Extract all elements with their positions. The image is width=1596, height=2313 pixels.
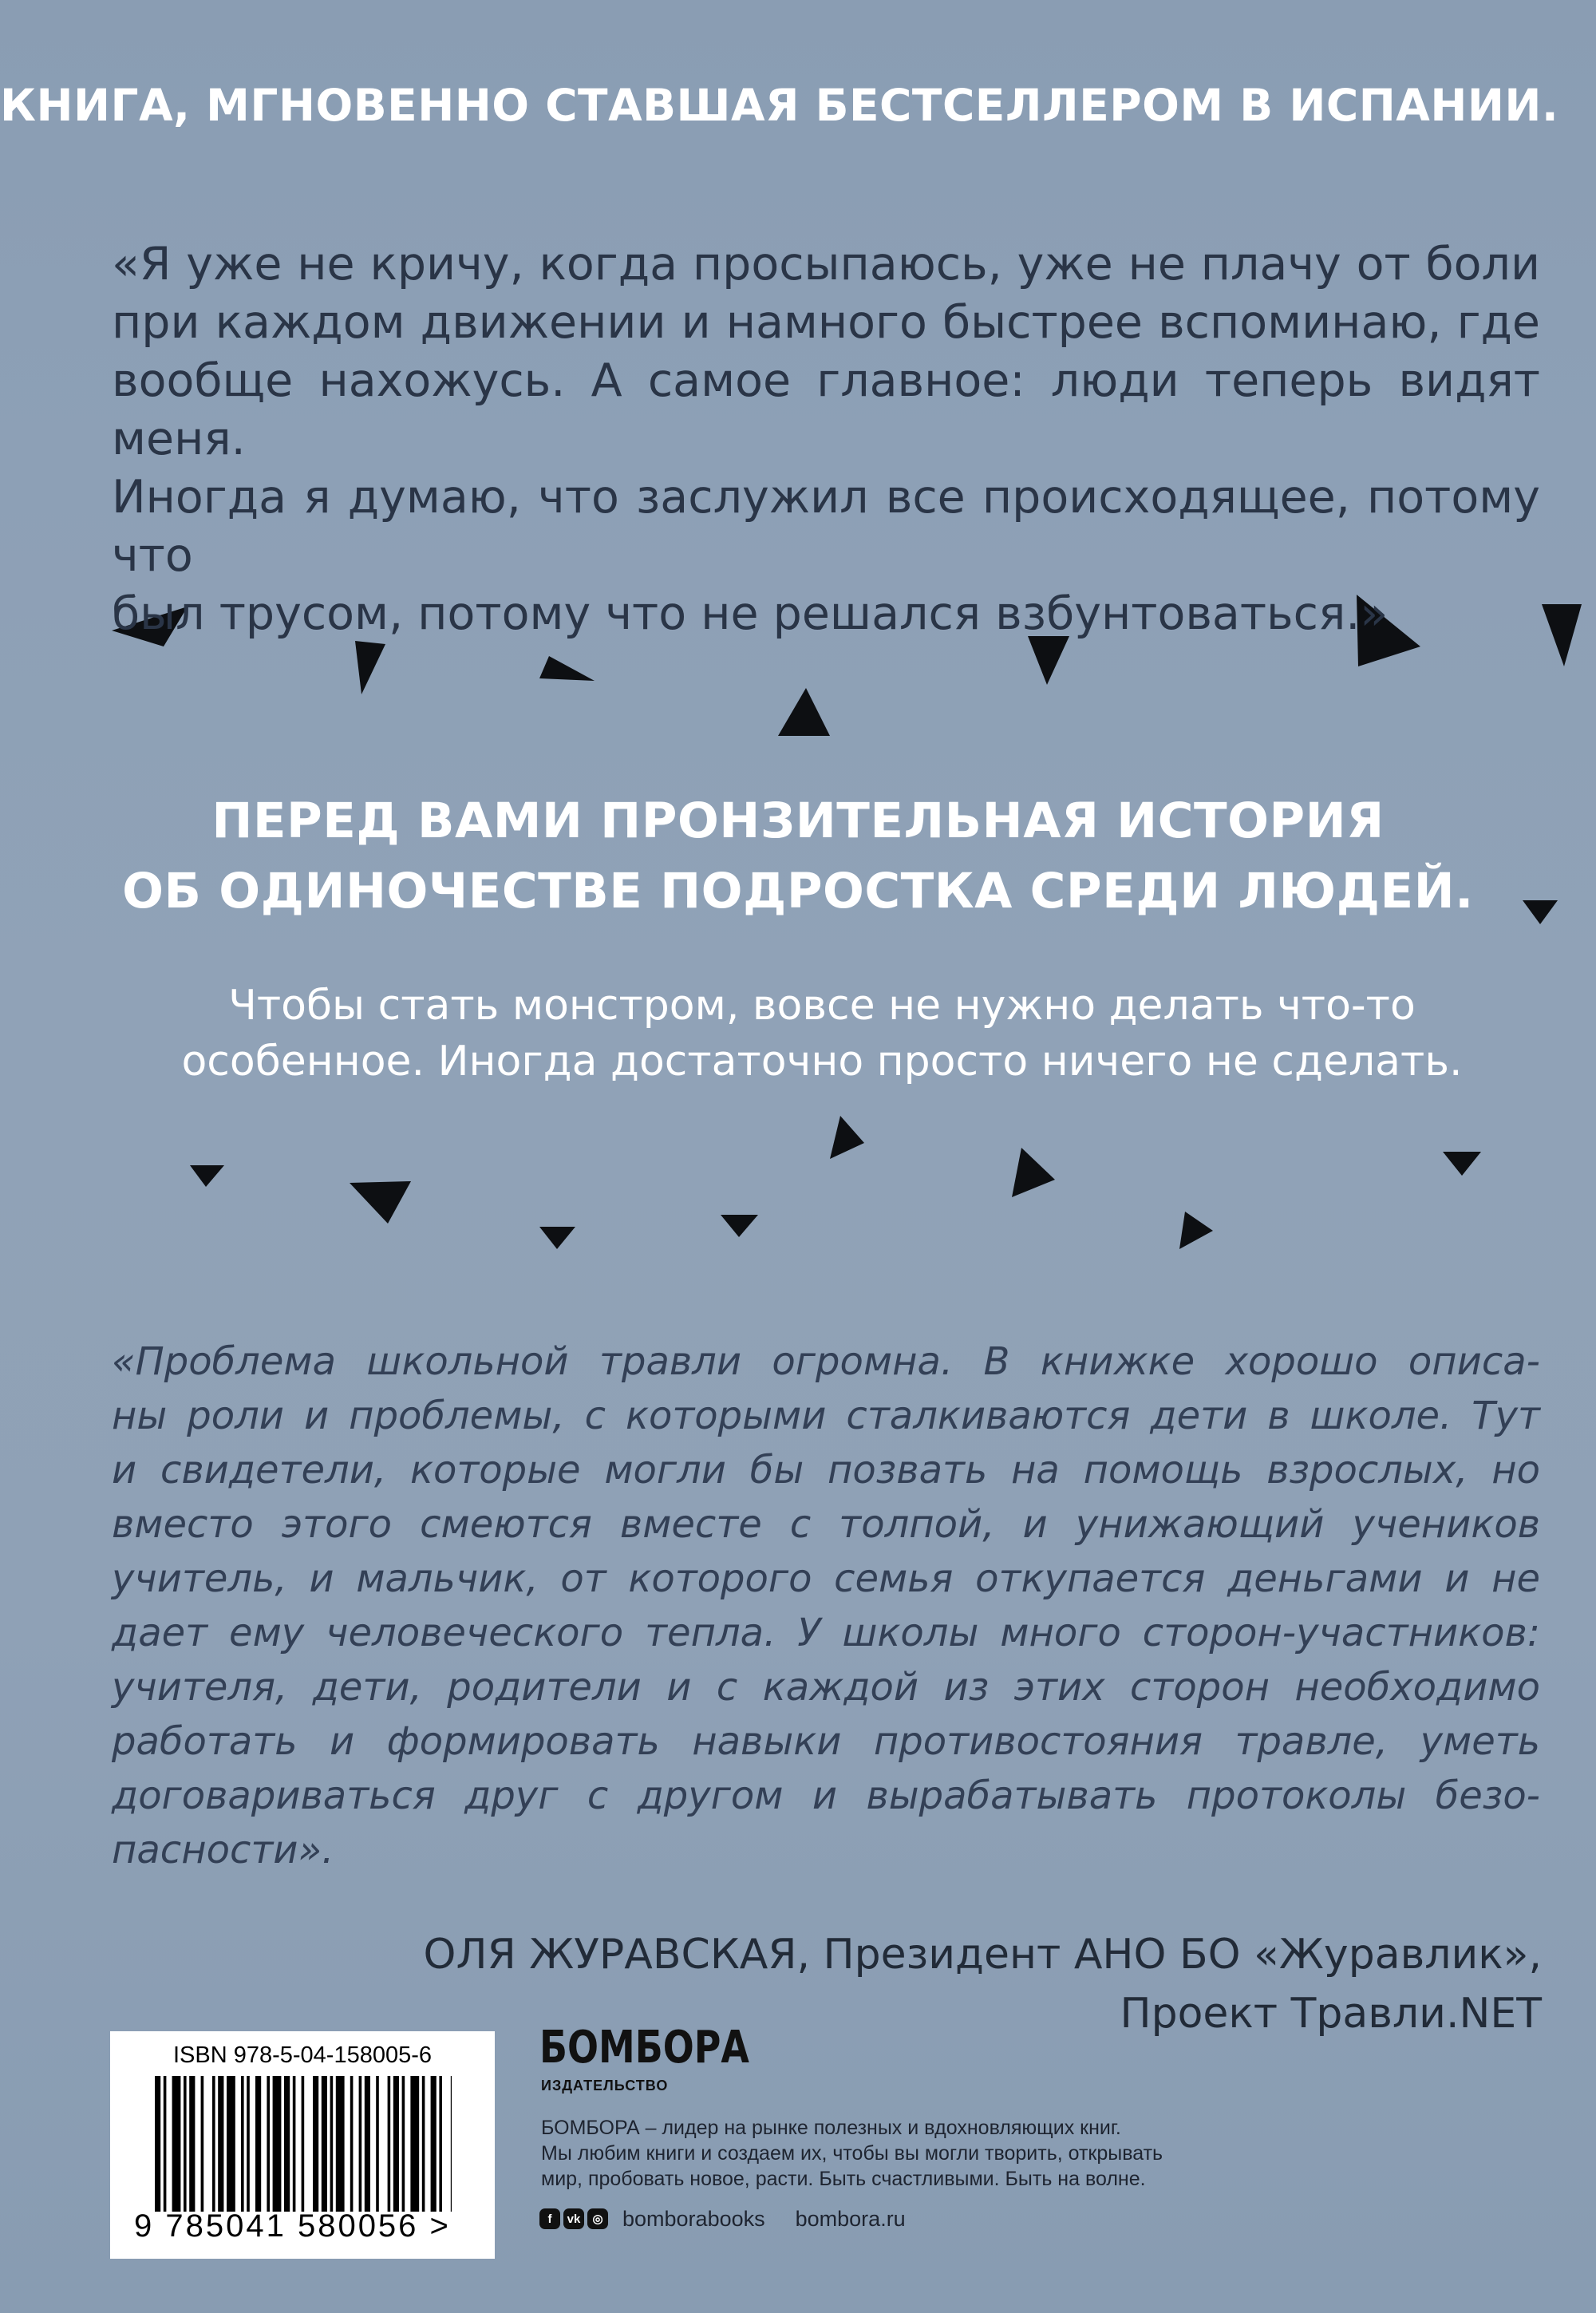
publisher-website[interactable]: bombora.ru xyxy=(795,2206,906,2231)
barcode-bar xyxy=(388,2076,391,2212)
barcode-bar xyxy=(359,2076,362,2212)
barcode-bar xyxy=(376,2076,379,2212)
barcode-bar xyxy=(451,2076,452,2212)
bird-shape xyxy=(830,1116,864,1159)
barcode-bar xyxy=(241,2076,244,2212)
excerpt-quote xyxy=(112,235,1540,643)
barcode-bar xyxy=(255,2076,261,2212)
isbn-label: ISBN 978-5-04-158005-6 xyxy=(172,2042,433,2068)
barcode-bar xyxy=(422,2076,425,2212)
bird-shape xyxy=(1028,636,1069,685)
barcode-bars xyxy=(155,2076,452,2212)
publisher-description-line: Мы любим книги и создаем их, чтобы вы могли творить, открывать xyxy=(541,2142,1163,2165)
barcode-bar xyxy=(402,2076,405,2212)
review-line: учителя, дети, родители и с каждой из этих сторон необходимо xyxy=(112,1665,1540,1710)
barcode-bar xyxy=(313,2076,318,2212)
barcode-bar xyxy=(365,2076,370,2212)
barcode-bar xyxy=(164,2076,167,2212)
barcode-bar xyxy=(155,2076,160,2212)
review-line: вместо этого смеются вместе с толпой, и унижающий учеников xyxy=(112,1502,1540,1547)
bird-shape xyxy=(190,1165,224,1187)
barcode-bar xyxy=(273,2076,282,2212)
facebook-icon[interactable]: f xyxy=(539,2208,560,2229)
quote-line: вообще нахожусь. А самое главное: люди теперь видят меня. xyxy=(112,354,1540,465)
subheadline-line: особенное. Иногда достаточно просто ничего не сделать. xyxy=(181,1038,1463,1085)
barcode-bar xyxy=(227,2076,235,2212)
headline-line: ПЕРЕД ВАМИ ПРОНЗИТЕЛЬНАЯ ИСТОРИЯ xyxy=(211,793,1385,849)
barcode-bar xyxy=(431,2076,437,2212)
bird-shape xyxy=(539,656,595,681)
barcode-bar xyxy=(330,2076,334,2212)
barcode-bar xyxy=(247,2076,250,2212)
subheadline-line: Чтобы стать монстром, вовсе не нужно делать что-то xyxy=(228,982,1416,1030)
author-line: ОЛЯ ЖУРАВСКАЯ, Президент АНО БО «Журавлик», xyxy=(423,1931,1542,1979)
bird-shape xyxy=(355,641,385,694)
bird-shape xyxy=(539,1227,575,1249)
publisher-logo: БОМБОРА xyxy=(539,2022,749,2074)
tagline: КНИГА, МГНОВЕННО СТАВШАЯ БЕСТСЕЛЛЕРОМ В ИСПАНИИ. xyxy=(0,80,1559,131)
bird-shape xyxy=(350,1181,411,1224)
barcode-bar xyxy=(302,2076,305,2212)
barcode-bar xyxy=(439,2076,442,2212)
review-line: работать и формировать навыки противостояния травле, уметь xyxy=(112,1719,1540,1764)
barcode-bar xyxy=(322,2076,327,2212)
barcode-bar xyxy=(212,2076,215,2212)
subheadline xyxy=(0,978,1596,1089)
publisher-subtitle: ИЗДАТЕЛЬСТВО xyxy=(541,2078,669,2094)
review-line: и свидетели, которые могли бы позвать на помощь взрослых, но xyxy=(112,1448,1540,1493)
quote-line: Иногда я думаю, что заслужил все происходящее, потому что xyxy=(112,471,1540,582)
bird-shape xyxy=(721,1215,758,1237)
review-line: пасности». xyxy=(112,1828,334,1872)
review-line: договариваться друг с другом и вырабатывать протоколы безо- xyxy=(112,1773,1540,1818)
review-author xyxy=(0,1925,1542,2043)
barcode-bar xyxy=(284,2076,290,2212)
isbn-barcode xyxy=(110,2031,495,2259)
barcode-bar xyxy=(410,2076,419,2212)
barcode-bar xyxy=(336,2076,345,2212)
headline-line: ОБ ОДИНОЧЕСТВЕ ПОДРОСТКА СРЕДИ ЛЮДЕЙ. xyxy=(122,863,1474,919)
bird-shape xyxy=(1012,1148,1055,1197)
barcode-bar xyxy=(201,2076,204,2212)
publisher-social xyxy=(539,2205,906,2232)
quote-line: при каждом движении и намного быстрее вспоминаю, где xyxy=(112,296,1540,349)
quote-line: был трусом, потому что не решался взбунтоваться.» xyxy=(112,587,1389,640)
social-handle[interactable]: bomborabooks xyxy=(622,2206,765,2231)
barcode-bar xyxy=(184,2076,187,2212)
barcode-bar xyxy=(267,2076,270,2212)
barcode-bar xyxy=(293,2076,296,2212)
review-line: дает ему человеческого тепла. У школы много сторон-участников: xyxy=(112,1611,1540,1655)
bird-shape xyxy=(1542,604,1582,666)
barcode-digits: 9 785041 580056 > xyxy=(134,2208,451,2244)
bird-shape xyxy=(1443,1152,1481,1176)
publisher-description-line: мир, пробовать новое, расти. Быть счастливыми. Быть на волне. xyxy=(541,2168,1146,2190)
barcode-bar xyxy=(393,2076,399,2212)
bird-shape xyxy=(1179,1212,1213,1249)
publisher-description xyxy=(541,2115,1307,2192)
barcode-bar xyxy=(350,2076,354,2212)
barcode-bar xyxy=(189,2076,195,2212)
vk-icon[interactable]: vk xyxy=(563,2208,584,2229)
review-line: ны роли и проблемы, с которыми сталкиваются дети в школе. Тут xyxy=(112,1394,1540,1438)
author-line: Проект Травли.NET xyxy=(1120,1990,1542,2038)
review-line: учитель, и мальчик, от которого семья откупается деньгами и не xyxy=(112,1556,1540,1601)
barcode-bar xyxy=(218,2076,223,2212)
headline xyxy=(0,786,1596,927)
instagram-icon[interactable]: ◎ xyxy=(587,2208,608,2229)
review-line: «Проблема школьной травли огромна. В книжке хорошо описа- xyxy=(112,1339,1540,1384)
barcode-bar xyxy=(172,2076,181,2212)
review-quote xyxy=(112,1334,1540,1877)
quote-line: «Я уже не кричу, когда просыпаюсь, уже не плачу от боли xyxy=(112,238,1540,291)
bird-shape xyxy=(778,688,830,736)
publisher-description-line: БОМБОРА – лидер на рынке полезных и вдохновляющих книг. xyxy=(541,2117,1121,2139)
